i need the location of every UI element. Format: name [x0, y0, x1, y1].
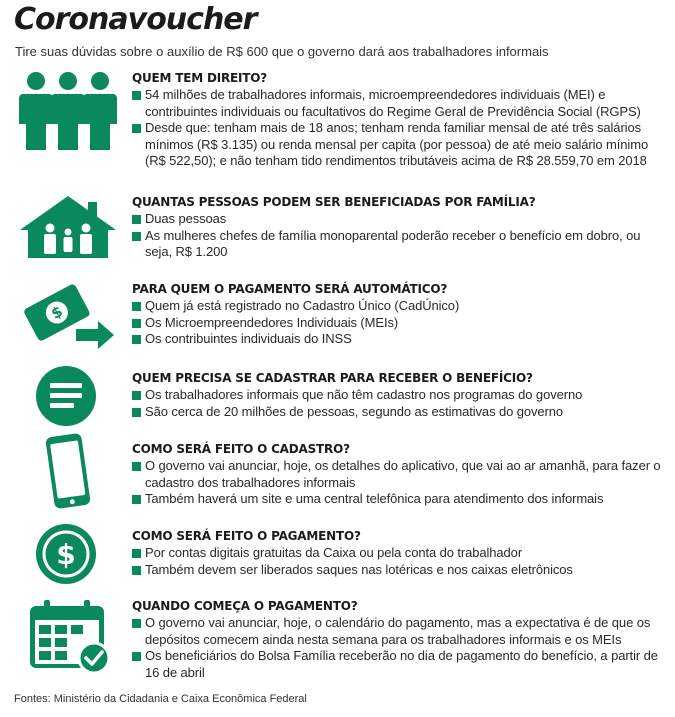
- svg-text:$: $: [48, 302, 66, 323]
- bullet-item: Desde que: tenham mais de 18 anos; tenham renda familiar mensal de até três salários mínimos (R$ 3.135) ou renda mensal per capita (por pessoa) de até meio salário mínimo (R$ 522,50); e não tenham tido rendimentos tributáveis acima de R$ 28.559,70 em 2018: [132, 120, 667, 170]
- section-text: [132, 441, 667, 508]
- section-text: [132, 194, 667, 261]
- bullet-item: O governo vai anunciar, hoje, os detalhes do aplicativo, que vai ao ar amanhã, para fazer o cadastro dos trabalhadores informais: [132, 458, 667, 491]
- sources-footer: Fontes: Ministério da Cidadania e Caixa Econômica Federal: [14, 693, 307, 705]
- bullet-item: Os Microempreendedores Individuais (MEIs): [132, 315, 667, 332]
- smartphone-icon: [40, 431, 96, 511]
- family-house-icon: [18, 194, 118, 260]
- section-heading: COMO SERÁ FEITO O PAGAMENTO?: [132, 529, 361, 543]
- svg-text:$: $: [56, 538, 76, 571]
- section-heading: QUANTAS PESSOAS PODEM SER BENEFICIADAS POR FAMÍLIA?: [132, 195, 536, 209]
- bullet-list: [132, 458, 667, 508]
- calendar-check-icon: [28, 598, 112, 674]
- bullet-item: 54 milhões de trabalhadores informais, microempreendedores individuais (MEI) e contribuintes individuais ou facultativos do Regime Geral de Previdência Social (RGPS): [132, 87, 667, 120]
- bullet-list: [132, 87, 667, 170]
- section-heading: QUANDO COMEÇA O PAGAMENTO?: [132, 599, 358, 613]
- people-icon: [18, 70, 118, 152]
- money-transfer-icon: [18, 283, 118, 349]
- page-title: Coronavoucher: [14, 2, 257, 37]
- form-list-icon: [34, 364, 98, 428]
- bullet-list: [132, 615, 667, 681]
- bullet-item: Duas pessoas: [132, 211, 667, 228]
- bullet-item: Por contas digitais gratuitas da Caixa ou pela conta do trabalhador: [132, 545, 667, 562]
- bullet-item: Os contribuintes individuais do INSS: [132, 331, 667, 348]
- section-heading: QUEM TEM DIREITO?: [132, 71, 268, 85]
- section-text: [132, 528, 667, 578]
- section-heading: PARA QUEM O PAGAMENTO SERÁ AUTOMÁTICO?: [132, 282, 448, 296]
- section-text: [132, 70, 667, 170]
- dollar-coin-icon: [34, 522, 98, 586]
- bullet-item: Também haverá um site e uma central telefônica para atendimento dos informais: [132, 491, 667, 508]
- bullet-list: [132, 298, 667, 348]
- section-heading: QUEM PRECISA SE CADASTRAR PARA RECEBER O BENEFÍCIO?: [132, 371, 533, 385]
- bullet-item: São cerca de 20 milhões de pessoas, segundo as estimativas do governo: [132, 404, 667, 421]
- bullet-item: Também devem ser liberados saques nas lotéricas e nos caixas eletrônicos: [132, 562, 667, 579]
- bullet-item: O governo vai anunciar, hoje, o calendário do pagamento, mas a expectativa é de que os depósitos comecem ainda nesta semana para os trabalhadores informais e os MEIs: [132, 615, 667, 648]
- bullet-item: Os beneficiários do Bolsa Família receberão no dia de pagamento do benefício, a partir de 16 de abril: [132, 648, 667, 681]
- section-text: [132, 281, 667, 348]
- section-text: [132, 598, 667, 681]
- bullet-item: Quem já está registrado no Cadastro Único (CadÚnico): [132, 298, 667, 315]
- bullet-item: As mulheres chefes de família monoparental poderão receber o benefício em dobro, ou seja, R$ 1.200: [132, 228, 667, 261]
- bullet-item: Os trabalhadores informais que não têm cadastro nos programas do governo: [132, 387, 667, 404]
- section-text: [132, 370, 667, 420]
- section-heading: COMO SERÁ FEITO O CADASTRO?: [132, 442, 350, 456]
- page-subtitle: Tire suas dúvidas sobre o auxílio de R$ 600 que o governo dará aos trabalhadores informais: [15, 44, 549, 59]
- bullet-list: [132, 387, 667, 420]
- bullet-list: [132, 545, 667, 578]
- bullet-list: [132, 211, 667, 261]
